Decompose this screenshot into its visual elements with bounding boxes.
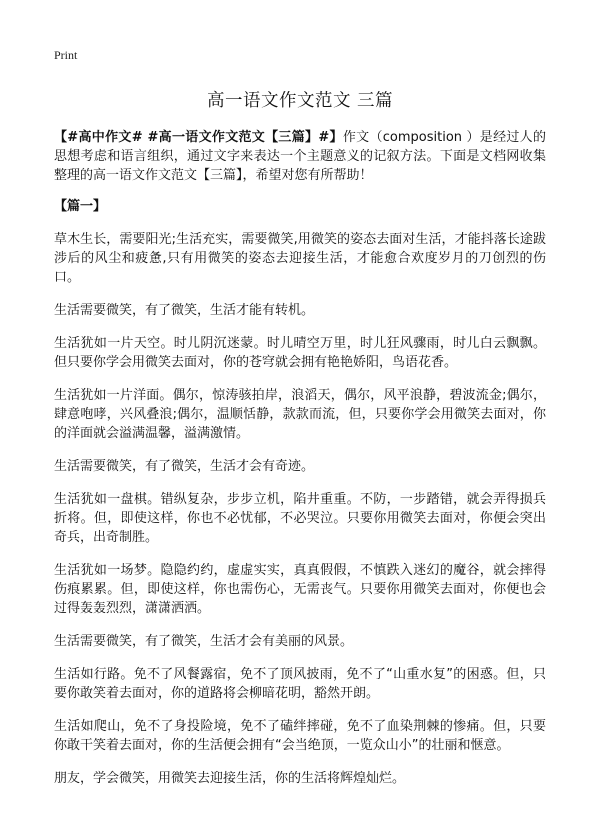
body-paragraph: 生活需要微笑，有了微笑，生活才能有转机。 — [54, 303, 315, 318]
body-paragraph: 生活犹如一场梦。隐隐约约，虚虚实实，真真假假，不慎跌入迷幻的魔谷，就会摔得伤痕累累。但，即使这样，你也需伤心，无需丧气。只要你用微笑去面对，你便也会过得轰轰烈烈，潇潇洒洒。 — [54, 563, 546, 616]
body-paragraph: 朋友，学会微笑，用微笑去迎接生活，你的生活将辉煌灿烂。 — [54, 771, 406, 786]
body-paragraph: 生活犹如一盘棋。错纵复杂，步步立机，陷井重重。不防，一步踏错，就会弄得损兵折将。但，即使这样，你也不必忧郁，不必哭泣。只要你用微笑去面对，你便会突出奇兵，出奇制胜。 — [54, 492, 546, 545]
page-title: 高一语文作文范文 三篇 — [206, 91, 394, 111]
body-paragraph: 生活需要微笑，有了微笑，生活才会有美丽的风景。 — [54, 634, 354, 649]
body-paragraph: 生活需要微笑，有了微笑，生活才会有奇迹。 — [54, 459, 315, 474]
body-paragraph: 生活如行路。免不了风餐露宿，免不了顶风披雨，免不了“山重水复”的困惑。但，只要你敢笑着去面对，你的道路将会柳暗花明，豁然开朗。 — [54, 667, 546, 701]
body-paragraph: 生活犹如一片天空。时儿阴沉迷蒙。时儿晴空万里，时儿狂风骤雨，时儿白云飘飘。但只要你学会用微笑去面对，你的苍穹就会拥有艳艳娇阳，鸟语花香。 — [54, 336, 546, 370]
body-paragraph: 生活犹如一片洋面。偶尔，惊涛骇拍岸，浪滔天，偶尔，风平浪静，碧波流金;偶尔，肆意咆哮，兴风叠浪;偶尔，温顺恬静，款款而流，但，只要你学会用微笑去面对，你的洋面就会溢满温馨，溢满激情。 — [54, 388, 546, 441]
print-link[interactable]: Print — [54, 48, 78, 62]
section-heading: 【篇一】 — [54, 199, 107, 214]
intro-tags[interactable]: 【#高中作文# #高一语文作文范文【三篇】#】 — [54, 130, 343, 145]
body-paragraph: 草木生长，需要阳光;生活充实，需要微笑,用微笑的姿态去面对生活，才能抖落长途跋涉后的风尘和疲惫,只有用微笑的姿态去迎接生活，才能愈合欢度岁月的刀创烈的伤口。 — [54, 232, 546, 285]
body-paragraph: 生活如爬山，免不了身投险境，免不了磕绊摔碰，免不了血染荆棘的惨痛。但，只要你敢干笑着去面对，你的生活便会拥有“会当绝顶，一览众山小”的壮丽和惬意。 — [54, 719, 546, 753]
intro-text: 作文（composition ）是经过人的思想考虑和语言组织，通过文字来表达一个主题意义的记叙方法。下面是文档网收集整理的高一语文作文范文【三篇】，希望对您有所帮助！ — [54, 130, 546, 183]
intro-paragraph — [54, 128, 546, 185]
